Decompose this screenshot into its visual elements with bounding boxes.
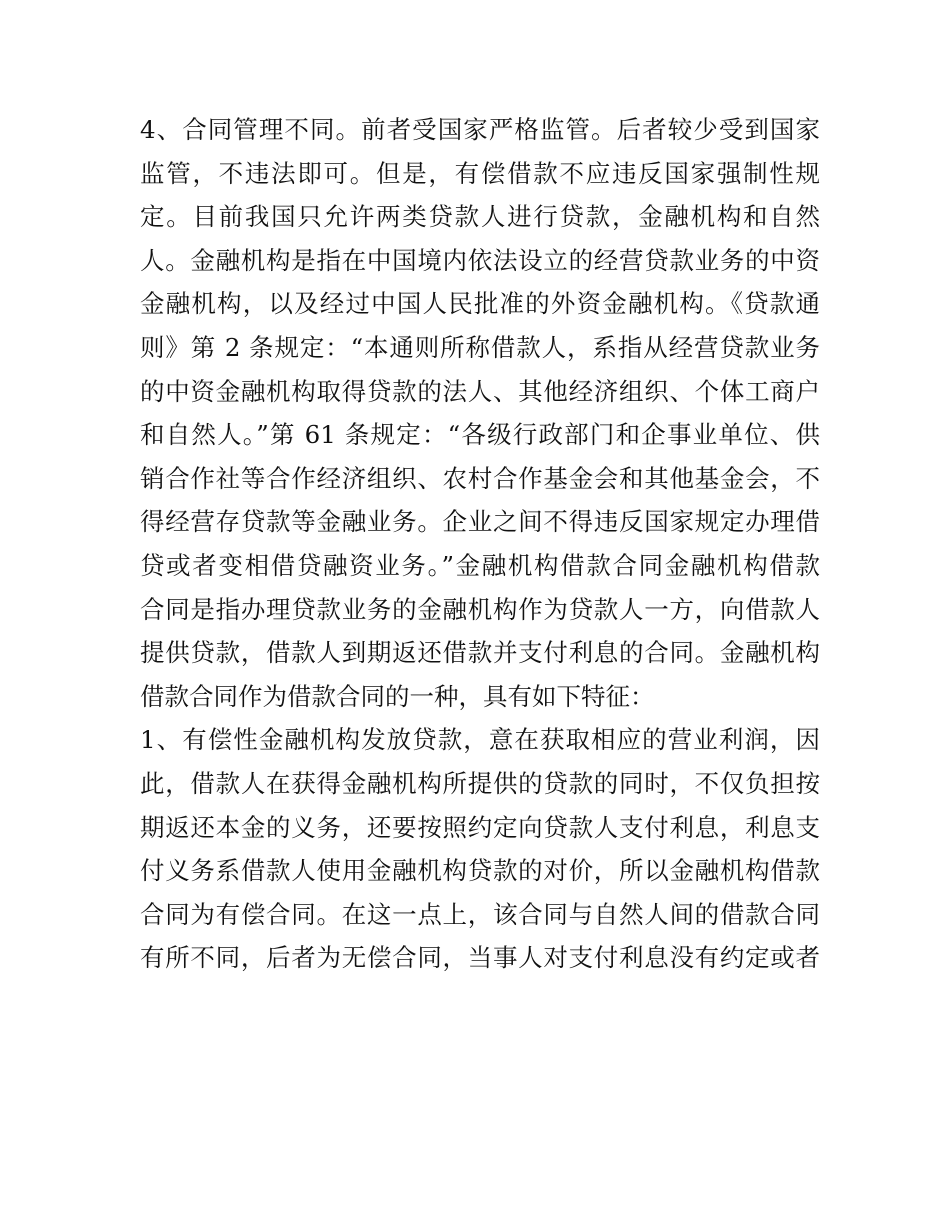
- text-line: 销合作社等合作经济组织、农村合作基金会和其他基金会，不: [140, 463, 820, 493]
- text-line: 的中资金融机构取得贷款的法人、其他经济组织、个体工商户: [140, 376, 820, 406]
- text-line: 得经营存贷款等金融业务。企业之间不得违反国家规定办理借: [140, 507, 820, 537]
- body-text: [140, 108, 820, 980]
- text-line: 1、有偿性金融机构发放贷款，意在获取相应的营业利润，因: [140, 725, 820, 755]
- text-line: 借款合同作为借款合同的一种，具有如下特征：: [140, 681, 655, 711]
- text-line: 此，借款人在获得金融机构所提供的贷款的同时，不仅负担按: [140, 768, 820, 798]
- text-line: 贷或者变相借贷融资业务。”金融机构借款合同金融机构借款: [140, 550, 820, 580]
- text-line: 提供贷款，借款人到期返还借款并支付利息的合同。金融机构: [140, 638, 820, 668]
- text-line: 付义务系借款人使用金融机构贷款的对价，所以金融机构借款: [140, 856, 820, 886]
- text-line: 和自然人。”第 61 条规定：“各级行政部门和企事业单位、供: [140, 420, 820, 450]
- text-line: 合同是指办理贷款业务的金融机构作为贷款人一方，向借款人: [140, 594, 820, 624]
- text-line: 则》第 2 条规定：“本通则所称借款人，系指从经营贷款业务: [140, 332, 820, 362]
- text-line: 4、合同管理不同。前者受国家严格监管。后者较少受到国家: [140, 115, 820, 144]
- text-line: 合同为有偿合同。在这一点上，该合同与自然人间的借款合同: [140, 899, 820, 929]
- text-line: 定。目前我国只允许两类贷款人进行贷款，金融机构和自然: [140, 202, 820, 232]
- text-line: 金融机构，以及经过中国人民批准的外资金融机构。《贷款通: [140, 289, 820, 319]
- text-line: 有所不同，后者为无偿合同，当事人对支付利息没有约定或者: [140, 943, 820, 973]
- text-line: 期返还本金的义务，还要按照约定向贷款人支付利息，利息支: [140, 812, 820, 842]
- text-line: 人。金融机构是指在中国境内依法设立的经营贷款业务的中资: [140, 245, 820, 275]
- text-line: 监管，不违法即可。但是，有偿借款不应违反国家强制性规: [140, 158, 820, 188]
